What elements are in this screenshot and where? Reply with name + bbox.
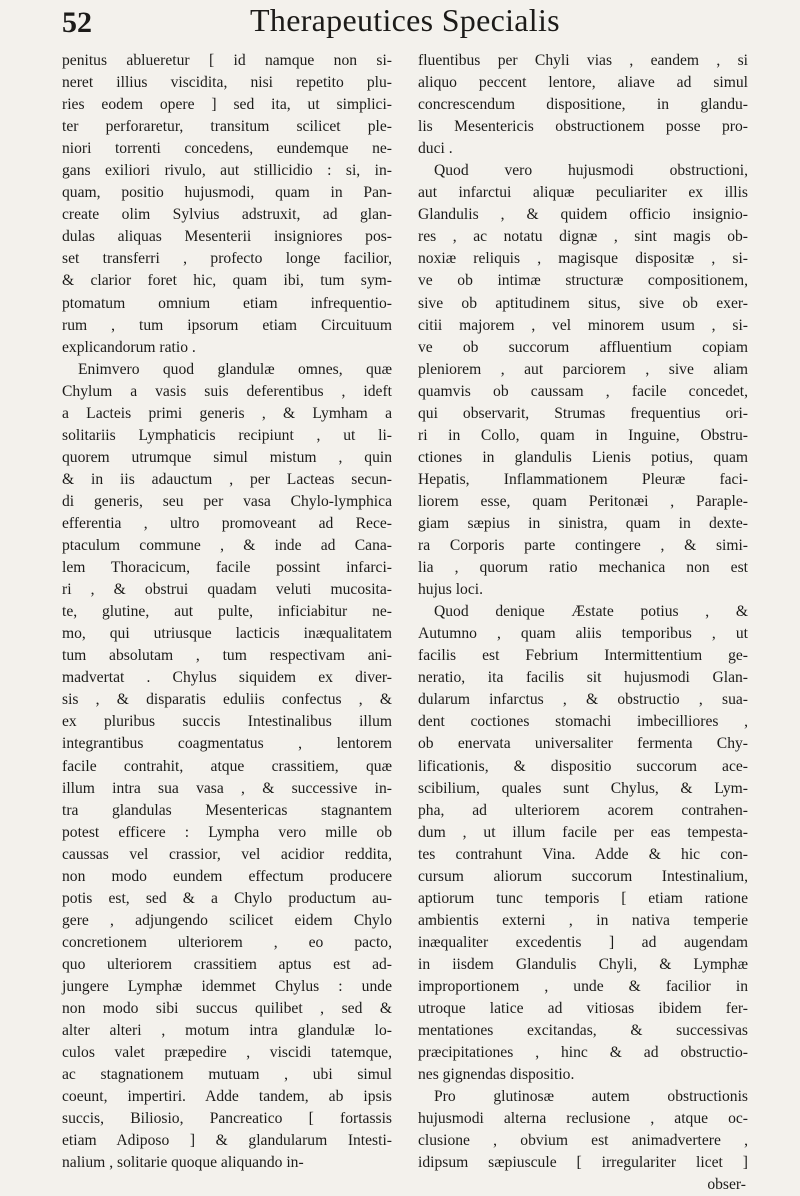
text-line: sis , & disparatis eduliis confectus , & xyxy=(62,691,392,709)
text-line: dularum infarctus , & obstructio , sua- xyxy=(418,691,748,709)
text-line: set transferri , profecto longe facilior, xyxy=(62,250,392,268)
text-line: quamvis ob caussam , facile concedet, xyxy=(418,382,748,400)
text-line: facile contrahit, atque crassitiem, quæ xyxy=(62,757,392,775)
text-line: hujus loci. xyxy=(418,581,483,599)
text-line: liorem esse, quam Peritonæi , Paraple- xyxy=(418,492,748,510)
text-line: mentationes excitandas, & successivas xyxy=(418,1022,748,1040)
text-line: integrantibus coagmentatus , lentorem xyxy=(62,735,392,753)
text-line: lis Mesentericis obstructionem posse pro- xyxy=(418,118,748,136)
page-number: 52 xyxy=(62,6,92,39)
text-line: pleniorem , aut parciorem , sive aliam xyxy=(418,360,748,378)
text-line: lem Thoracicum, facile possint infarci- xyxy=(62,559,392,577)
text-line: hujusmodi alterna reclusione , atque oc- xyxy=(418,1110,748,1128)
text-line: ries eodem opere ] sed ita, ut simplici- xyxy=(62,96,392,114)
text-line: quo ulteriorem crassitiem aptus est ad- xyxy=(62,955,392,973)
text-line: qui observarit, Strumas frequentius ori- xyxy=(418,404,748,422)
text-line: non modo eundem effectum producere xyxy=(62,867,392,885)
text-line: clusione , obvium est animadvertere , xyxy=(418,1132,748,1150)
text-line: inæqualiter excedentis ] ad augendam xyxy=(418,933,748,951)
text-line: præcipitationes , hinc & ad obstructio- xyxy=(418,1044,748,1062)
text-line: coeunt, impertiri. Adde tandem, ab ipsis xyxy=(62,1088,392,1106)
text-line: nes gignendas dispositio. xyxy=(418,1066,575,1084)
running-title: Therapeutices Specialis xyxy=(250,2,560,38)
text-line: caussas vel crassior, vel acidior reddita, xyxy=(62,845,392,863)
text-line: Quod vero hujusmodi obstructioni, xyxy=(434,162,748,180)
left-column xyxy=(62,50,392,1196)
text-line: Quod denique Æstate potius , & xyxy=(434,603,748,621)
text-line: noxiæ reliquis , magisque dispositæ , si- xyxy=(418,250,748,268)
text-line: aut infarctui aliquæ peculiariter ex illis xyxy=(418,184,748,202)
text-line: gans exiliori rivulo, aut stillicidio : si, in- xyxy=(62,162,392,180)
text-line: culos valet præpedire , viscidi tatemque, xyxy=(62,1044,392,1062)
text-line: ptaculum commune , & inde ad Cana- xyxy=(62,537,392,555)
text-line: utroque latice ad vitiosas ibidem fer- xyxy=(418,1000,748,1018)
text-line: tum absolutam , tum respectivam ani- xyxy=(62,647,392,665)
text-line: citii majorem , vel minorem usum , si- xyxy=(418,316,748,334)
text-line: mo, qui utriusque lacticis inæqualitatem xyxy=(62,625,392,643)
text-line: sive ob aptitudinem situs, sive ob exer- xyxy=(418,294,748,312)
right-column xyxy=(418,50,748,1196)
text-line: jungere Lymphæ idemmet Chylus : unde xyxy=(62,977,392,995)
text-line: potest efficere : Lympha vero mille ob xyxy=(62,823,392,841)
text-line: lia , quorum ratio mechanica non est xyxy=(418,559,748,577)
text-line: cursum aliorum succorum Intestinalium, xyxy=(418,867,748,885)
text-line: ac stagnationem mutuam , ubi simul xyxy=(62,1066,392,1084)
text-line: concrescendum dispositione, in glandu- xyxy=(418,96,748,114)
text-line: ptomatum omnium etiam infrequentio- xyxy=(62,294,392,312)
text-line: in iisdem Glandulis Chyli, & Lymphæ xyxy=(418,955,748,973)
text-line: aliquo peccent lentore, aliave ad simul xyxy=(418,74,748,92)
text-line: tra glandulas Mesentericas stagnantem xyxy=(62,801,392,819)
text-line: madvertat . Chylus siquidem ex diver- xyxy=(62,669,392,687)
text-line: rum , tum ipsorum etiam Circuituum xyxy=(62,316,392,334)
text-line: ri in Collo, quam in Inguine, Obstru- xyxy=(418,426,748,444)
text-line: Enimvero quod glandulæ omnes, quæ xyxy=(78,360,392,378)
text-line: Hepatis, Inflammationem Pleuræ faci- xyxy=(418,470,748,488)
text-line: ex pluribus succis Intestinalibus illum xyxy=(62,713,392,731)
text-line: potis est, sed & a Chylo productum au- xyxy=(62,889,392,907)
text-line: dent coctiones stomachi imbecilliores , xyxy=(418,713,748,731)
text-line: penitus ablueretur [ id namque non si- xyxy=(62,52,392,69)
text-line: ve ob intimæ structuræ compositionem, xyxy=(418,272,748,290)
text-line: Chylum a vasis suis deferentibus , ideft xyxy=(62,382,392,400)
text-line: facilis est Febrium Intermittentium ge- xyxy=(418,647,748,665)
text-line: duci . xyxy=(418,140,453,158)
text-line: ob enervata universaliter fermenta Chy- xyxy=(418,735,748,753)
text-line: aptiorum tunc temporis [ etiam ratione xyxy=(418,889,748,907)
text-line: Glandulis , & quidem officio insignio- xyxy=(418,206,748,224)
text-line: illum intra sua vasa , & successive in- xyxy=(62,779,392,797)
text-line: res , ac notatu dignæ , sint magis ob- xyxy=(418,228,748,246)
text-line: ambientis externi , in nativa temperie xyxy=(418,911,748,929)
text-line: lificationis, & dispositio succorum ace- xyxy=(418,757,748,775)
text-line: concretionem ulteriorem , eo pacto, xyxy=(62,933,392,951)
text-line: explicandorum ratio . xyxy=(62,338,196,356)
text-line: dum , ut illum facile per eas tempesta- xyxy=(418,823,748,841)
catchword: obser- xyxy=(707,1176,746,1194)
text-line: niori torrenti concedens, eundemque ne- xyxy=(62,140,392,158)
text-line: a Lacteis primi generis , & Lymham a xyxy=(62,404,392,422)
text-line: quorem utrumque simul mistum , quin xyxy=(62,448,392,466)
text-line: improportionem , unde & facilior in xyxy=(418,977,748,995)
text-line: scibilium, quales sunt Chylus, & Lym- xyxy=(418,779,748,797)
text-line: dulas aliquas Mesenterii insigniores pos- xyxy=(62,228,392,246)
text-line: Autumno , quam aliis temporibus , ut xyxy=(418,625,748,643)
text-line: neratio, ita facilis sit hujusmodi Glan- xyxy=(418,669,748,687)
text-line: alter alteri , motum intra glandulæ lo- xyxy=(62,1022,392,1040)
text-line: di generis, seu per vasa Chylo-lymphica xyxy=(62,492,392,510)
text-line: & clarior foret hic, quam ibi, tum sym- xyxy=(62,272,392,290)
text-line: tes contrahunt Vina. Adde & hic con- xyxy=(418,845,748,863)
page-header xyxy=(62,0,748,44)
text-line: fluentibus per Chyli vias , eandem , si xyxy=(418,52,748,69)
text-line: ra Corporis parte contingere , & simi- xyxy=(418,537,748,555)
text-line: gere , adjungendo scilicet eidem Chylo xyxy=(62,911,392,929)
text-line: nalium , solitarie quoque aliquando in- xyxy=(62,1154,304,1172)
text-line: Pro glutinosæ autem obstructionis xyxy=(434,1088,748,1106)
text-line: ve ob succorum affluentium copiam xyxy=(418,338,748,356)
text-line: giam sæpius in sinistra, quam in dexte- xyxy=(418,514,748,532)
text-line: solitariis Lymphaticis recipiunt , ut li- xyxy=(62,426,392,444)
text-line: ctiones in glandulis Lienis potius, quam xyxy=(418,448,748,466)
text-line: idipsum sæpiuscule [ irregulariter licet ] xyxy=(418,1154,748,1172)
text-line: & in iis adauctum , per Lacteas secun- xyxy=(62,470,392,488)
text-line: non modo sibi succus quilibet , sed & xyxy=(62,1000,392,1018)
text-line: succis, Biliosio, Pancreatico [ fortassis xyxy=(62,1110,392,1128)
text-line: ter perforaretur, transitum scilicet ple- xyxy=(62,118,392,136)
text-line: efferentia , ultro promoveant ad Rece- xyxy=(62,514,392,532)
text-line: quam, positio hujusmodi, quam in Pan- xyxy=(62,184,392,202)
text-line: ri , & obstrui quadam veluti mucosita- xyxy=(62,581,392,599)
text-line: neret illius viscidita, nisi repetito plu- xyxy=(62,74,392,92)
text-line: te, glutine, aut pulte, inficiabitur ne- xyxy=(62,603,392,621)
text-line: pha, ad ulteriorem acorem contrahen- xyxy=(418,801,748,819)
text-line: etiam Adiposo ] & glandularum Intesti- xyxy=(62,1132,392,1150)
text-line: create olim Sylvius adstruxit, ad glan- xyxy=(62,206,392,224)
text-columns xyxy=(62,50,748,1196)
